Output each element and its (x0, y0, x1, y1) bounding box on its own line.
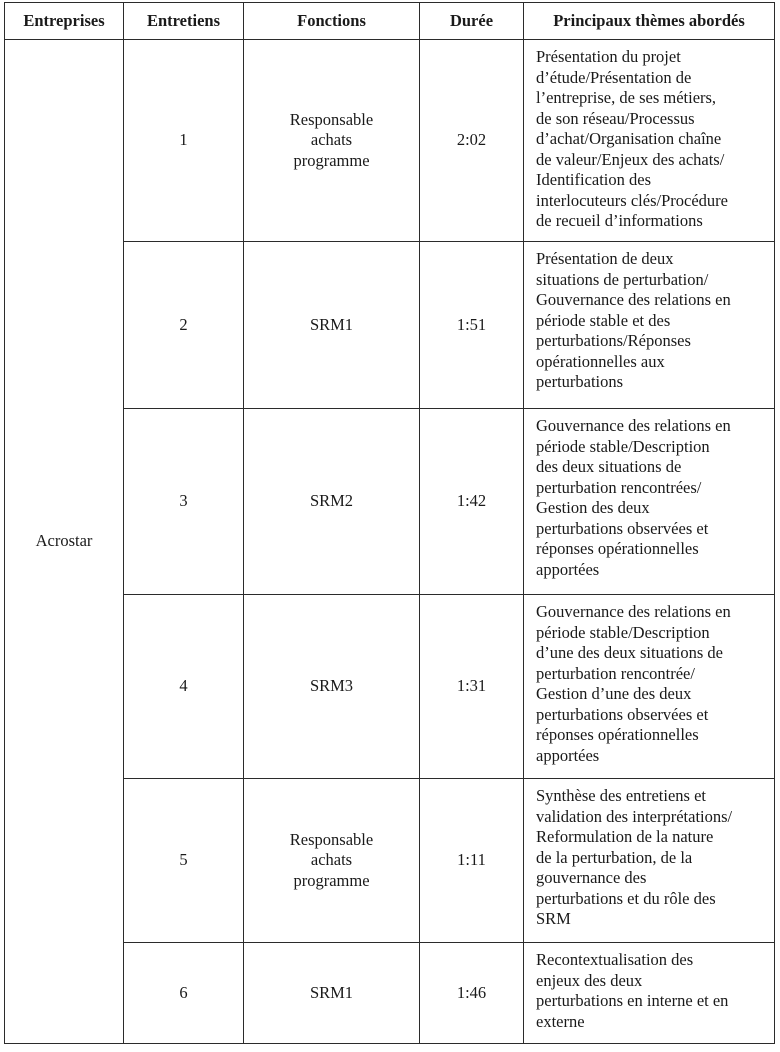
fonction-cell (244, 943, 420, 1044)
duree-cell: 1:11 (420, 779, 524, 943)
fonction-text: SRM2 (309, 491, 354, 511)
duree-cell: 1:42 (420, 409, 524, 595)
header-entretiens: Entretiens (124, 3, 244, 40)
duree-cell: 1:51 (420, 242, 524, 409)
duree-cell: 1:46 (420, 943, 524, 1044)
entretien-cell: 2 (124, 242, 244, 409)
entretien-cell: 4 (124, 595, 244, 779)
duree-cell: 1:31 (420, 595, 524, 779)
entretien-cell: 3 (124, 409, 244, 595)
interviews-table (4, 2, 775, 1044)
themes-cell: Gouvernance des relations en période stable/Description des deux situations de perturbation rencontrées/ Gestion des deux perturbations observées et réponses opérationnelles apportées (524, 409, 775, 595)
fonction-cell (244, 409, 420, 595)
themes-cell: Synthèse des entretiens et validation des interprétations/ Reformulation de la nature de la perturbation, de la gouvernance des perturbations et du rôle des SRM (524, 779, 775, 943)
entretien-cell: 5 (124, 779, 244, 943)
themes-cell: Présentation de deux situations de perturbation/ Gouvernance des relations en période stable et des perturbations/Réponses opérationnelles aux perturbations (524, 242, 775, 409)
company-cell: Acrostar (5, 40, 124, 1044)
fonction-cell (244, 595, 420, 779)
themes-cell: Gouvernance des relations en période stable/Description d’une des deux situations de perturbation rencontrée/ Gestion d’une des deux perturbations observées et réponses opérationnelles apportées (524, 595, 775, 779)
header-entreprises: Entreprises (5, 3, 124, 40)
fonction-cell (244, 779, 420, 943)
header-duree: Durée (420, 3, 524, 40)
entretien-cell: 1 (124, 40, 244, 242)
table-row (5, 40, 775, 242)
duree-cell: 2:02 (420, 40, 524, 242)
fonction-text: SRM1 (309, 982, 354, 1002)
fonction-text: SRM3 (309, 676, 354, 696)
header-row (5, 3, 775, 40)
entretien-cell: 6 (124, 943, 244, 1044)
fonction-cell (244, 242, 420, 409)
themes-cell: Présentation du projet d’étude/Présentation de l’entreprise, de ses métiers, de son réseau/Processus d’achat/Organisation chaîne de valeur/Enjeux des achats/ Identification des interlocuteurs clés/Procédure de recueil d’informations (524, 40, 775, 242)
header-fonctions: Fonctions (244, 3, 420, 40)
themes-cell: Recontextualisation des enjeux des deux perturbations en interne et en externe (524, 943, 775, 1044)
fonction-cell (244, 40, 420, 242)
fonction-text: Responsable achats programme (289, 109, 374, 170)
fonction-text: Responsable achats programme (289, 829, 374, 890)
fonction-text: SRM1 (309, 314, 354, 334)
header-themes: Principaux thèmes abordés (524, 3, 775, 40)
